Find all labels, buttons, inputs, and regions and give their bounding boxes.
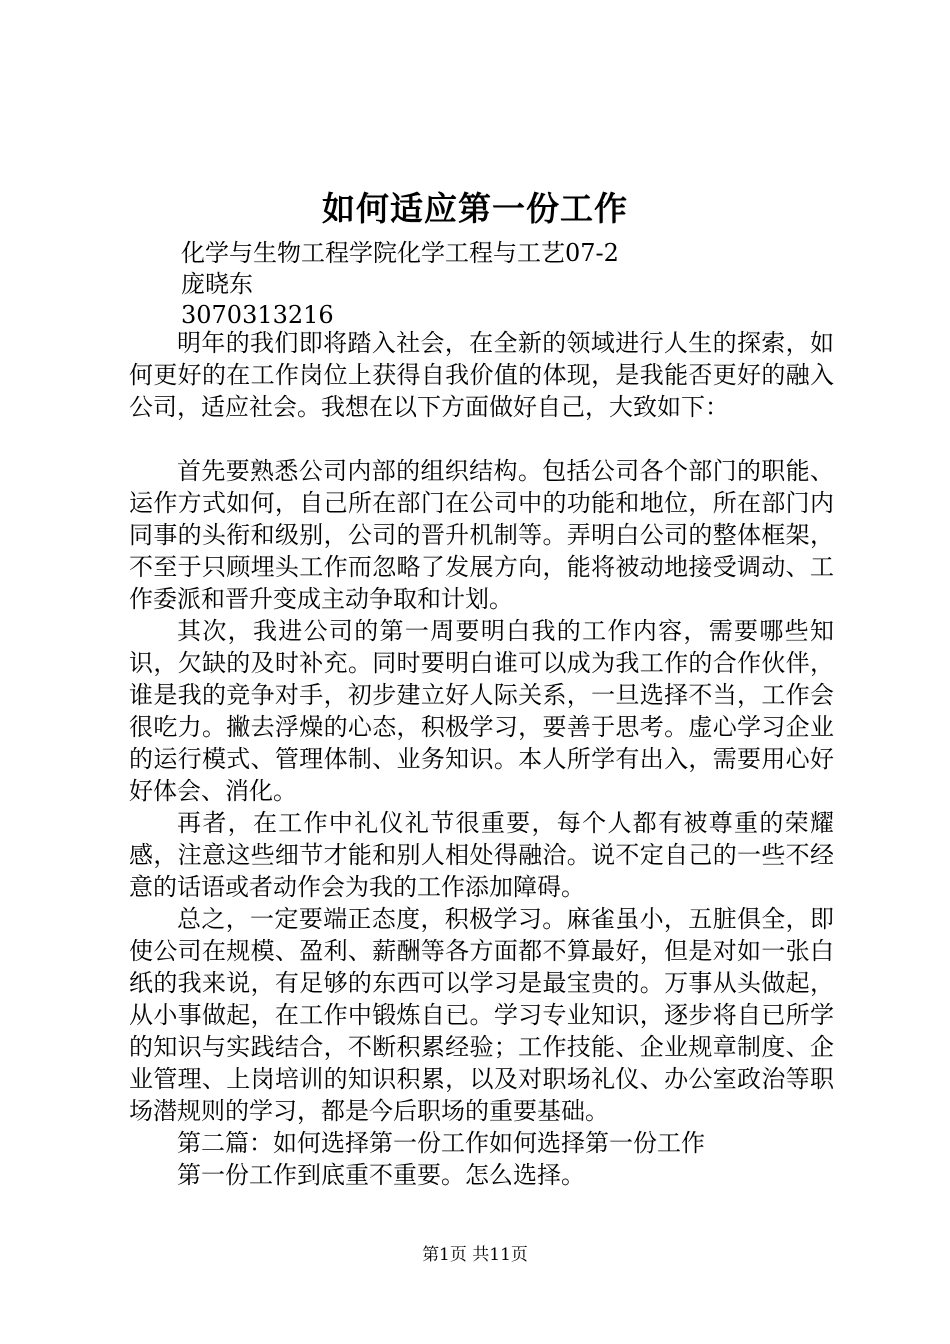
page-footer: 第1页 共11页 (422, 1245, 528, 1265)
department-line: 化学与生物工程学院化学工程与工艺07-2 (181, 239, 619, 267)
author-line: 庞晓东 (181, 270, 253, 298)
paragraph-intro: 明年的我们即将踏入社会，在全新的领域进行人生的探索，如何更好的在工作岗位上获得自我价值的体现，是我能否更好的融入公司，适应社会。我想在以下方面做好自己，大致如下： (129, 329, 834, 421)
document-title: 如何适应第一份工作 (322, 189, 628, 228)
paragraph-part-two-question: 第一份工作到底重不重要。怎么选择。 (177, 1161, 585, 1189)
document-body (129, 327, 834, 1191)
paragraph-structure: 首先要熟悉公司内部的组织结构。包括公司各个部门的职能、运作方式如何，自己所在部门在公司中的功能和地位，所在部门内同事的头衔和级别，公司的晋升机制等。弄明白公司的整体框架，不至于只顾埋头工作而忽略了发展方向，能将被动地接受调动、工作委派和晋升变成主动争取和计划。 (129, 457, 834, 613)
paragraph-etiquette: 再者，在工作中礼仪礼节很重要，每个人都有被尊重的荣耀感，注意这些细节才能和别人相处得融洽。说不定自己的一些不经意的话语或者动作会为我的工作添加障碍。 (129, 809, 834, 901)
paragraph-first-week: 其次，我进公司的第一周要明白我的工作内容，需要哪些知识，欠缺的及时补充。同时要明白谁可以成为我工作的合作伙伴，谁是我的竞争对手，初步建立好人际关系，一旦选择不当，工作会很吃力。撇去浮燥的心态，积极学习，要善于思考。虚心学习企业的运行模式、管理体制、业务知识。本人所学有出入，需要用心好好体会、消化。 (129, 617, 834, 805)
paragraph-summary: 总之，一定要端正态度，积极学习。麻雀虽小，五脏俱全，即使公司在规模、盈利、薪酬等各方面都不算最好，但是对如一张白纸的我来说，有足够的东西可以学习是最宝贵的。万事从头做起，从小事做起，在工作中锻炼自已。学习专业知识，逐步将自已所学的知识与实践结合，不断积累经验；工作技能、企业规章制度、企业管理、上岗培训的知识积累，以及对职场礼仪、办公室政治等职场潜规则的学习，都是今后职场的重要基础。 (129, 905, 834, 1125)
student-id-line: 3070313216 (181, 301, 334, 329)
paragraph-part-two-heading: 第二篇：如何选择第一份工作如何选择第一份工作 (177, 1129, 705, 1157)
